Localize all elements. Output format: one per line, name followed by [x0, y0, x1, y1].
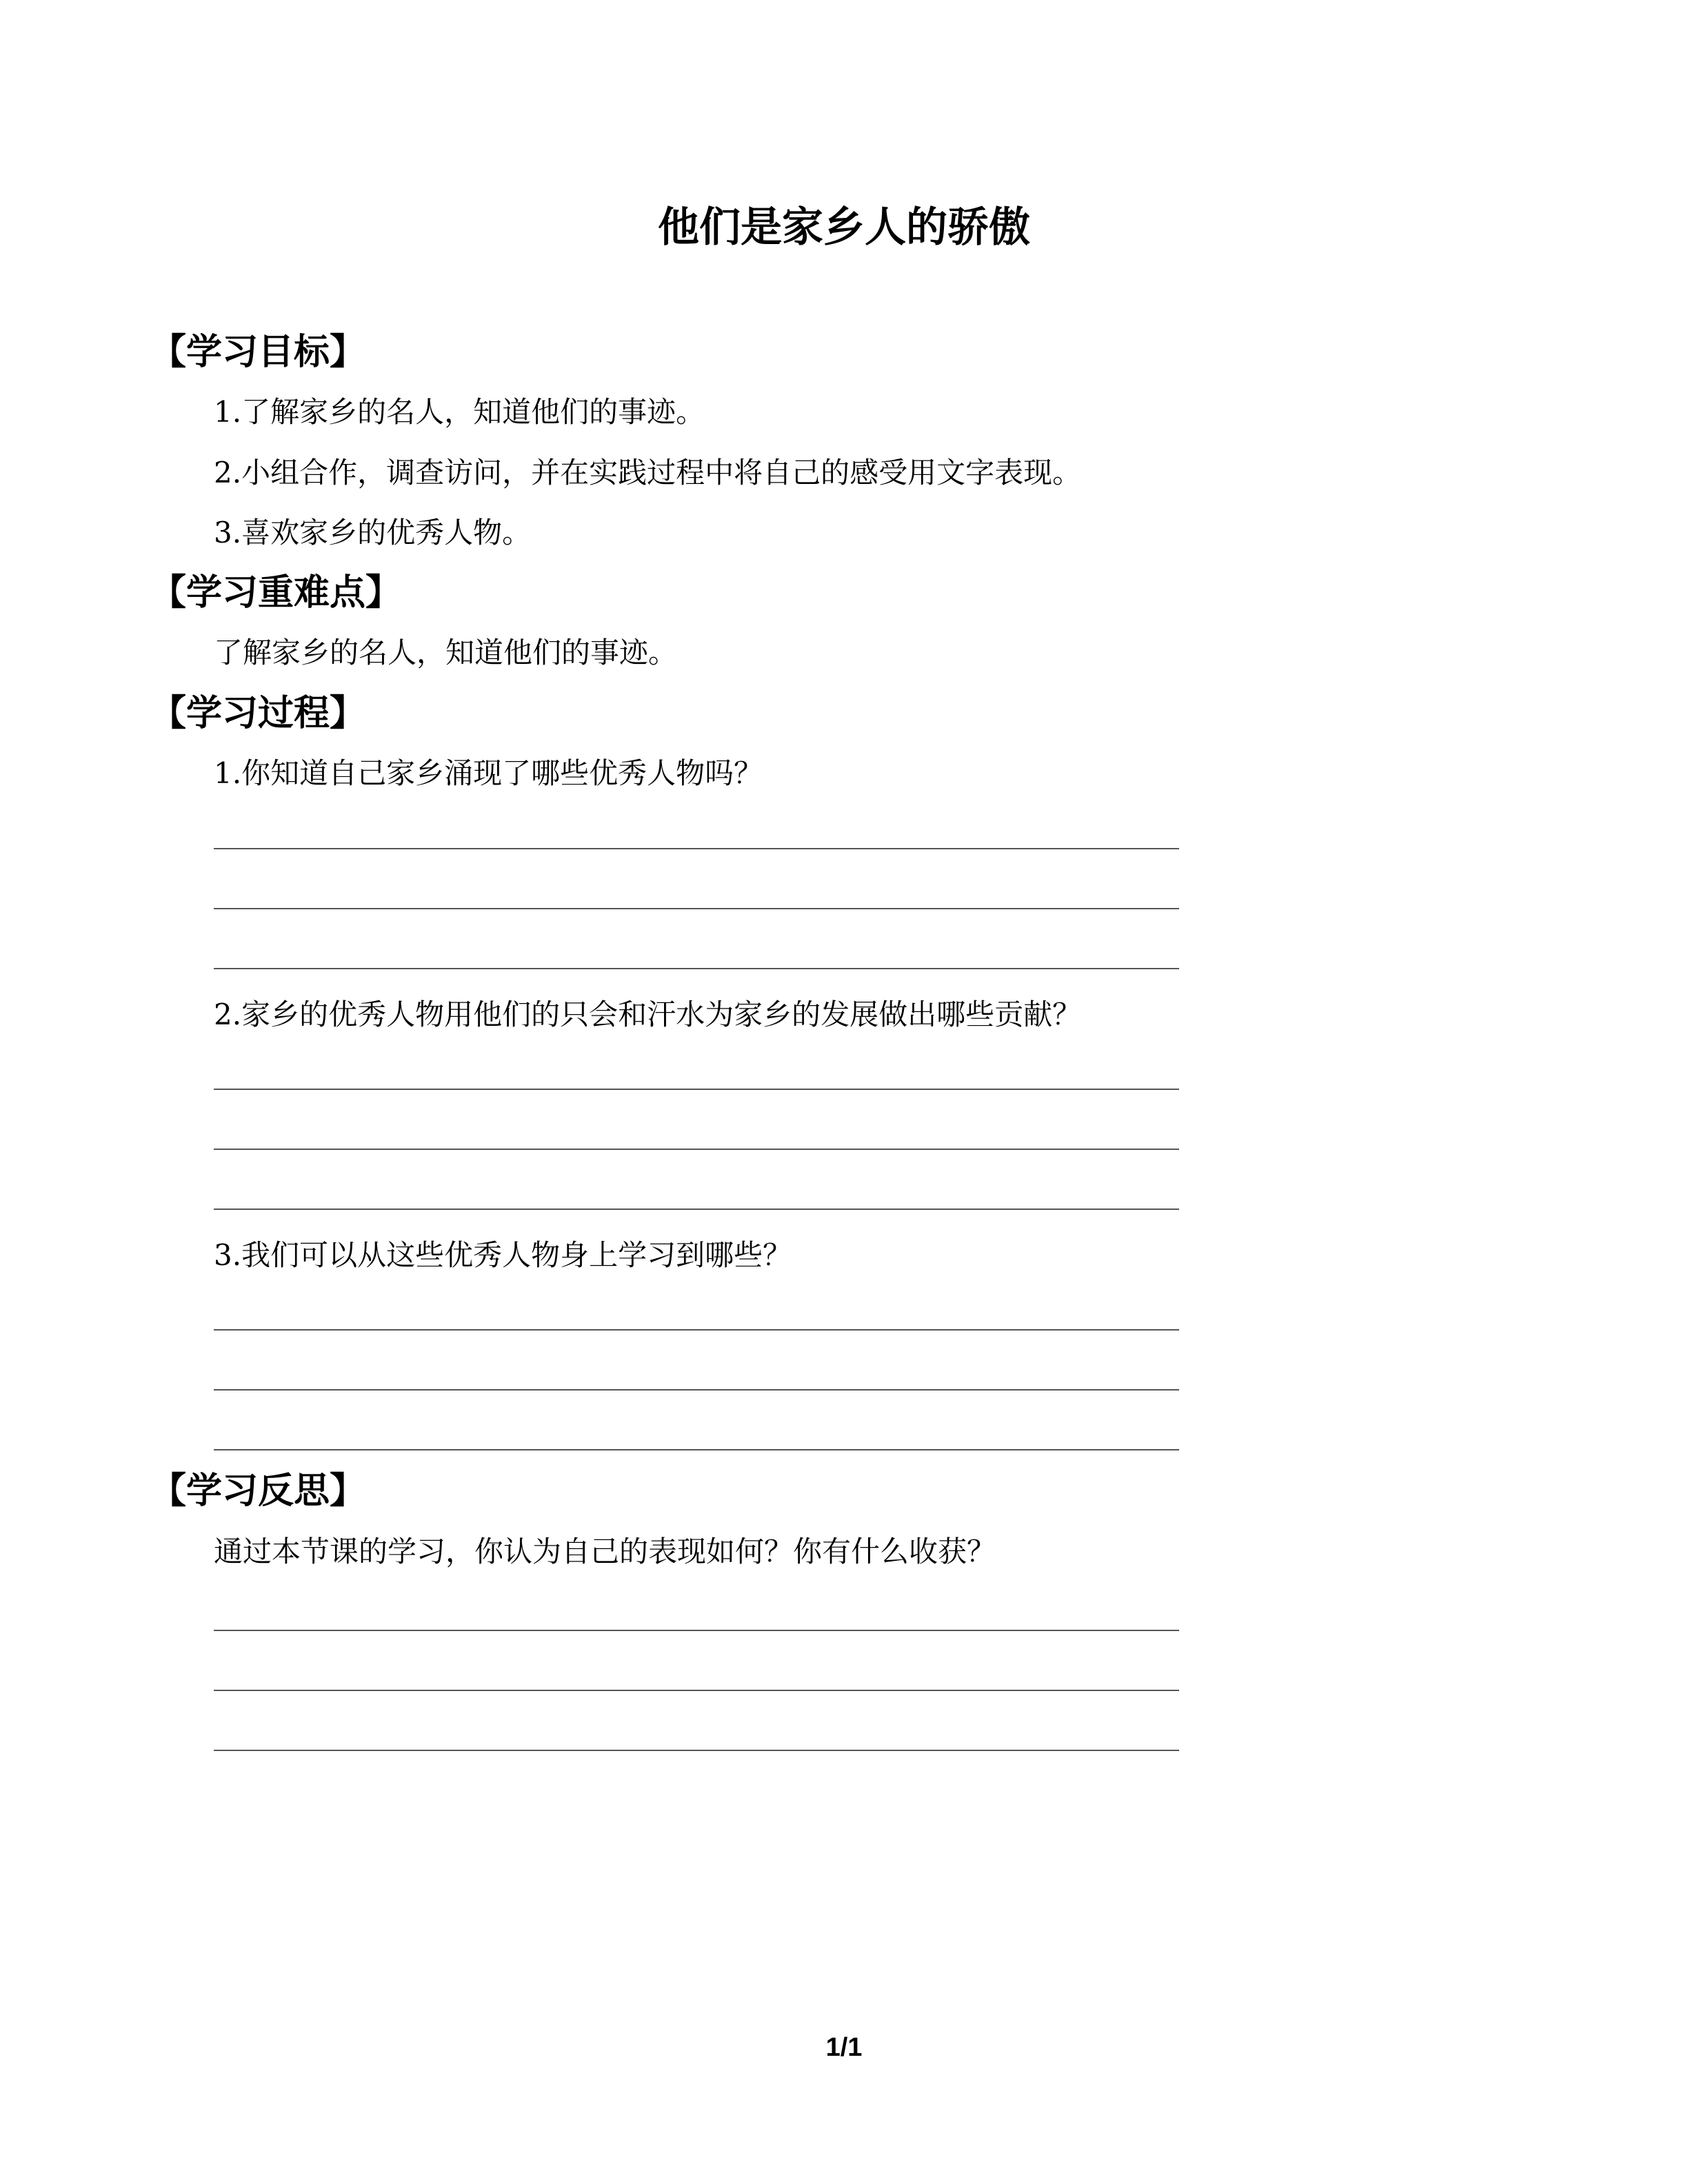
answer-line[interactable]	[214, 1149, 1179, 1150]
objectives-heading: 【学习目标】	[150, 332, 366, 373]
objective-item-1: 1.了解家乡的名人，知道他们的事迹。	[214, 395, 705, 429]
answer-line[interactable]	[214, 1449, 1179, 1450]
process-heading: 【学习过程】	[150, 693, 366, 734]
objective-item-2: 2.小组合作，调查访问，并在实践过程中将自己的感受用文字表现。	[214, 456, 1082, 489]
answer-line[interactable]	[214, 1329, 1179, 1331]
process-question-2: 2.家乡的优秀人物用他们的只会和汗水为家乡的发展做出哪些贡献？	[214, 998, 1082, 1031]
process-question-3: 3.我们可以从这些优秀人物身上学习到哪些？	[214, 1238, 792, 1272]
page-title: 他们是家乡人的骄傲	[658, 203, 1030, 252]
answer-line[interactable]	[214, 1209, 1179, 1210]
answer-line[interactable]	[214, 1089, 1179, 1090]
reflection-heading: 【学习反思】	[150, 1470, 366, 1512]
answer-line[interactable]	[214, 908, 1179, 909]
key-points-text: 了解家乡的名人，知道他们的事迹。	[214, 636, 678, 669]
answer-line[interactable]	[214, 1690, 1179, 1691]
answer-line[interactable]	[214, 1750, 1179, 1751]
reflection-text: 通过本节课的学习，你认为自己的表现如何？你有什么收获？	[214, 1535, 996, 1568]
answer-line[interactable]	[214, 1389, 1179, 1391]
answer-line[interactable]	[214, 1630, 1179, 1631]
key-points-heading: 【学习重难点】	[150, 572, 402, 614]
answer-line[interactable]	[214, 848, 1179, 849]
page-number: 1/1	[825, 2033, 863, 2062]
objective-item-3: 3.喜欢家乡的优秀人物。	[214, 516, 532, 549]
process-question-1: 1.你知道自己家乡涌现了哪些优秀人物吗？	[214, 756, 763, 790]
answer-line[interactable]	[214, 968, 1179, 969]
